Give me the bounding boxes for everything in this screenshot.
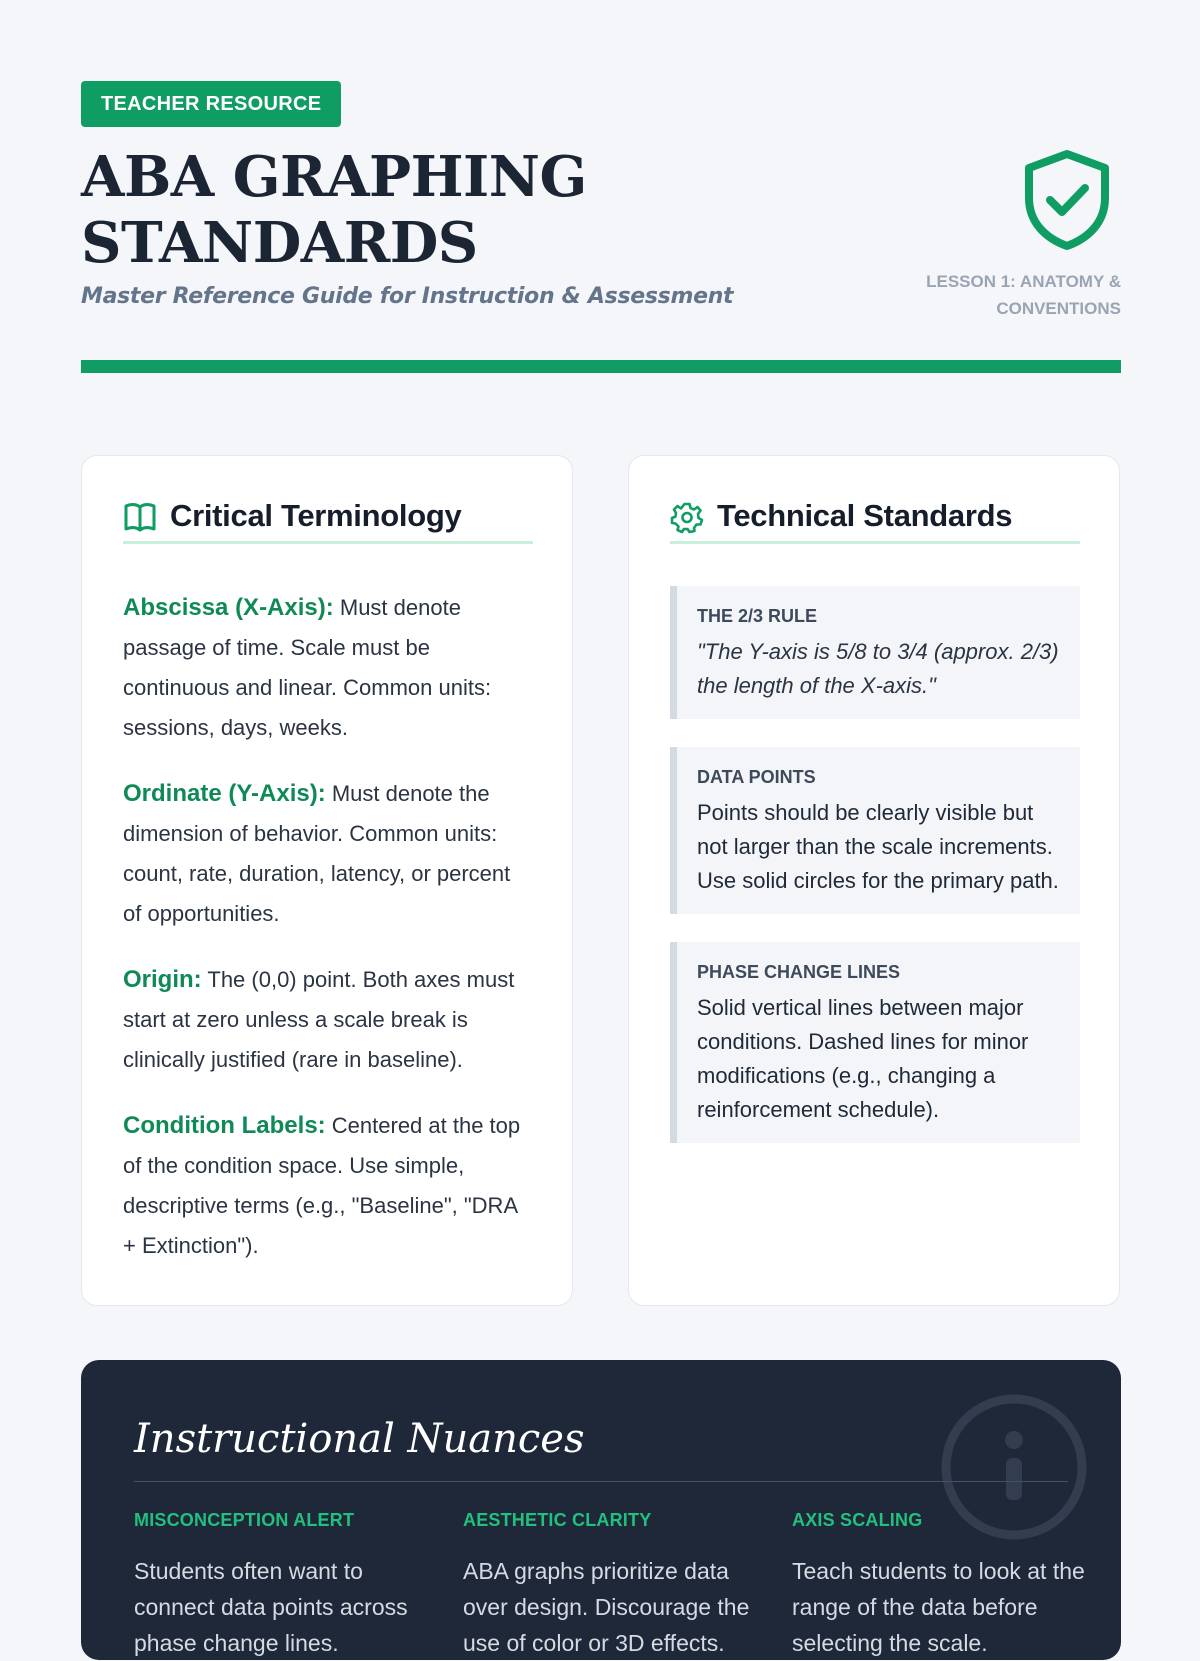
standard-item [670, 942, 1080, 1143]
nuances-panel [81, 1360, 1121, 1660]
nuance-column-axis-scaling [792, 1510, 1092, 1661]
terminology-card [81, 455, 573, 1306]
term-definition: Must denote passage of time. Scale must be continuous and linear. Common units: sessions, days, weeks. [123, 595, 492, 740]
standard-text: "The Y-axis is 5/8 to 3/4 (approx. 2/3) the length of the X-axis." [697, 639, 1059, 698]
standards-title: Technical Standards [717, 498, 1013, 533]
standard-text: Points should be clearly visible but not larger than the scale increments. Use solid circles for the primary path. [697, 800, 1059, 893]
book-open-icon [123, 500, 157, 534]
nuance-text: Teach students to look at the range of the data before selecting the scale. [792, 1558, 1085, 1656]
shield-check-icon [1023, 150, 1111, 250]
standards-card [628, 455, 1120, 1306]
term-item [123, 588, 533, 748]
nuances-divider [134, 1481, 1068, 1482]
term-name: Ordinate (Y-Axis): [123, 780, 326, 807]
nuance-text: ABA graphs prioritize data over design. Discourage the use of color or 3D effects. [463, 1558, 750, 1656]
page-title-line-2: STANDARDS [81, 210, 478, 276]
terminology-header [123, 496, 533, 544]
gear-icon [670, 500, 704, 534]
standard-item [670, 586, 1080, 719]
nuance-text: Students often want to connect data points across phase change lines. [134, 1558, 408, 1656]
standard-text: Solid vertical lines between major conditions. Dashed lines for minor modifications (e.g., changing a reinforcement schedule). [697, 995, 1029, 1122]
terminology-list [123, 588, 533, 1292]
terminology-title: Critical Terminology [170, 498, 462, 533]
term-definition: The (0,0) point. Both axes must start at zero unless a scale break is clinically justified (rare in baseline). [123, 967, 515, 1072]
term-definition: Centered at the top of the condition space. Use simple, descriptive terms (e.g., "Baseline", "DRA + Extinction"). [123, 1113, 521, 1258]
standard-label: THE 2/3 RULE [697, 606, 818, 626]
term-name: Abscissa (X-Axis): [123, 594, 334, 621]
standards-header [670, 496, 1080, 544]
term-item [123, 1106, 533, 1266]
page [81, 0, 1121, 1656]
nuance-heading: MISCONCEPTION ALERT [134, 1510, 355, 1530]
nuance-heading: AESTHETIC CLARITY [463, 1510, 652, 1530]
nuance-column-aesthetic [463, 1510, 763, 1661]
term-item [123, 774, 533, 934]
nuance-heading: AXIS SCALING [792, 1510, 923, 1530]
term-name: Origin: [123, 966, 202, 993]
term-name: Condition Labels: [123, 1112, 326, 1139]
page-subtitle: Master Reference Guide for Instruction & Assessment [81, 284, 734, 309]
term-definition: Must denote the dimension of behavior. Common units: count, rate, duration, latency, or percent of opportunities. [123, 781, 511, 926]
page-title-line-1: ABA GRAPHING [81, 144, 587, 210]
nuances-title: Instructional Nuances [134, 1416, 585, 1462]
nuance-column-misconception [134, 1510, 434, 1661]
lesson-label-line-1: LESSON 1: ANATOMY & [926, 272, 1121, 291]
header-divider [81, 360, 1121, 373]
term-item [123, 960, 533, 1080]
standards-list [670, 586, 1080, 1171]
standard-label: PHASE CHANGE LINES [697, 962, 901, 982]
resource-badge: TEACHER RESOURCE [81, 81, 341, 127]
page-title [81, 144, 801, 276]
lesson-label-line-2: CONVENTIONS [996, 299, 1121, 318]
standard-label: DATA POINTS [697, 767, 816, 787]
lesson-label [881, 268, 1121, 322]
standard-item [670, 747, 1080, 914]
